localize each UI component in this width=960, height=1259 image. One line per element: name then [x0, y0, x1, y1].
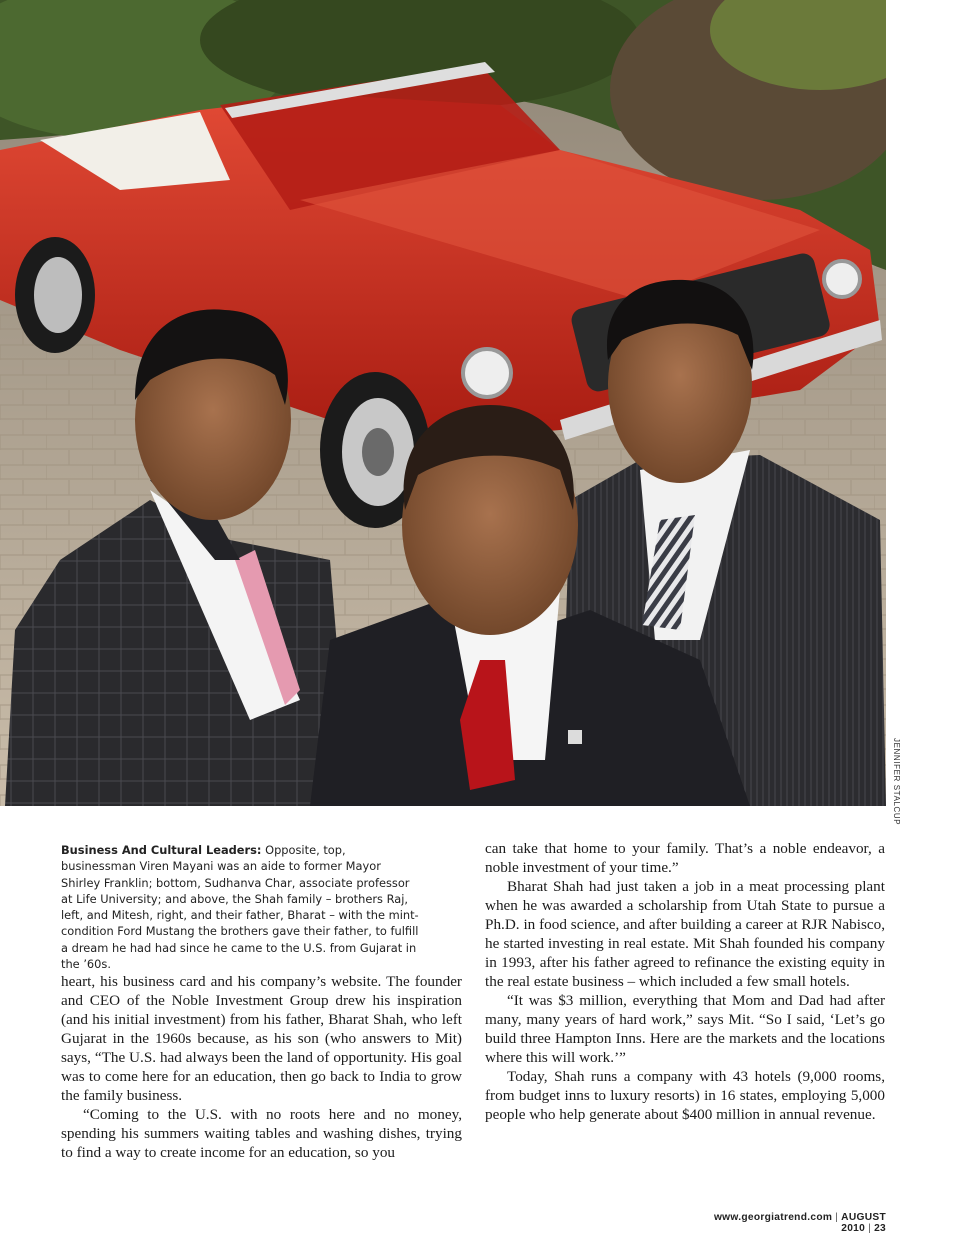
- article-paragraph: Bharat Shah had just taken a job in a meat processing plant when he was awarded a scholarship from Utah State to pursue a Ph.D. in food science, and after building a career at RJR Nabisco, he started investing in real estate. Mit Shah founded his company in 1993, after his father agreed to refinance the existing equity in the real estate business – which included a few small hotels.: [485, 878, 885, 990]
- article-column-right: [485, 839, 885, 1124]
- article-paragraph: “It was $3 million, everything that Mom and Dad had after many, many years of hard work,” says Mit. “So I said, ‘Let’s go build three Hampton Inns. Here are the markets and the locations where this will work.’”: [485, 992, 885, 1066]
- flag-pin-icon: [568, 730, 582, 744]
- photo-caption: [61, 842, 423, 972]
- photo-credit: JENNIFER STALCUP: [892, 738, 901, 826]
- article-paragraph: “Coming to the U.S. with no roots here and no money, spending his summers waiting tables and washing dishes, trying to find a way to create income for an education, so you: [61, 1106, 462, 1161]
- article-paragraph: can take that home to your family. That’s a noble endeavor, a noble investment of your time.”: [485, 840, 885, 876]
- caption-lead: Business And Cultural Leaders:: [61, 843, 262, 857]
- caption-body: Opposite, top, businessman Viren Mayani was an aide to former Mayor Shirley Franklin; bottom, Sudhanva Char, associate professor at Life University; and above, the Shah family – brothers Raj, left, and Mitesh, right, and their father, Bharat – with the mint-condition Ford Mustang the brothers gave their father, to fulfill a dream he had had since he came to the U.S. from Gujarat in the ’60s.: [61, 843, 419, 972]
- footer-separator: |: [868, 1223, 872, 1234]
- article-paragraph: heart, his business card and his company’s website. The founder and CEO of the Noble Investment Group drew his inspiration (and his initial investment) from his father, Bharat Shah, who left Gujarat in the 1960s because, as his son (who answers to Mit) says, “The U.S. had always been the land of opportunity. His goal was to come here for an education, then go back to India to grow the family business.: [61, 973, 462, 1104]
- page-footer: [676, 1212, 886, 1234]
- footer-website: www.georgiatrend.com: [713, 1212, 833, 1223]
- footer-separator: |: [835, 1212, 839, 1223]
- footer-issue: AUGUST 2010: [841, 1212, 886, 1234]
- page-number: 23: [874, 1223, 886, 1234]
- article-column-left: [61, 972, 462, 1162]
- article-paragraph: Today, Shah runs a company with 43 hotels (9,000 rooms, from budget inns to luxury resorts) in 16 states, employing 5,000 people who help generate about $400 million in annual revenue.: [485, 1068, 885, 1123]
